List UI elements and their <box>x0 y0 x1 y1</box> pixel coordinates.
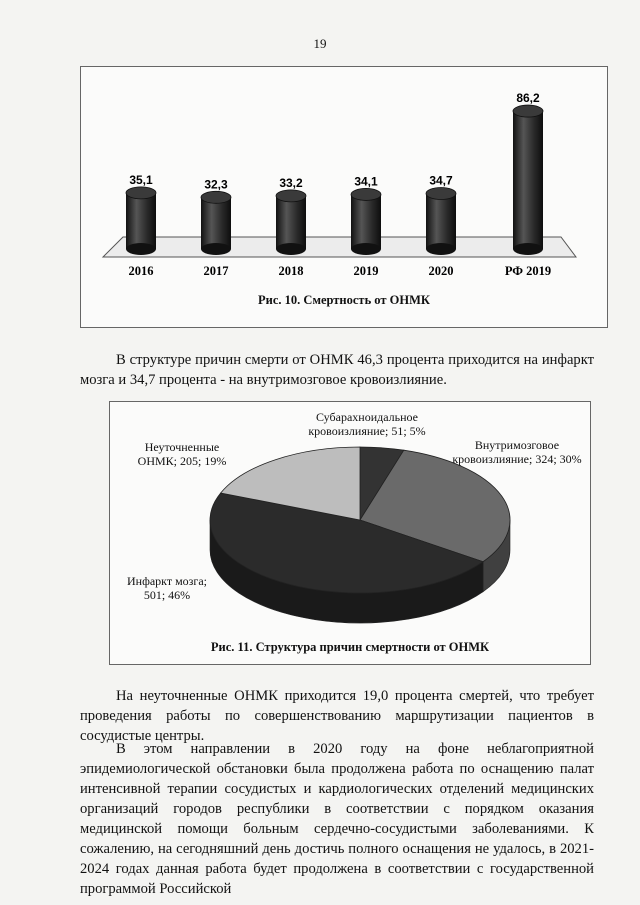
page-number: 19 <box>313 36 327 51</box>
bar-value-label: 33,2 <box>279 175 303 190</box>
bar-base <box>351 243 381 255</box>
bar-value-label: 86,2 <box>516 91 540 106</box>
bar-body <box>351 194 381 249</box>
bar-top <box>126 187 156 199</box>
paragraph-unspecified: На неуточненные ОНМК приходится 19,0 процента смертей, что требует проведения работы по совершенствованию маршрутизации пациентов в сосудистые центры. <box>80 688 594 744</box>
bar-top <box>276 190 306 202</box>
bar-2020 <box>426 173 456 255</box>
bar-top <box>426 187 456 199</box>
paragraph-death-structure: В структуре причин смерти от ОНМК 46,3 процента приходится на инфаркт мозга и 34,7 процента - на внутримозговое кровоизлияние. <box>80 352 594 388</box>
figure-11-caption: Рис. 11. Структура причин смертности от ОНМК <box>210 640 490 654</box>
bar-body <box>513 111 543 249</box>
bar-value-label: 34,1 <box>354 174 378 189</box>
bar-РФ 2019 <box>513 91 543 255</box>
figure-10-caption: Рис. 10. Смертность от ОНМК <box>258 293 430 307</box>
slice-label-infarction: Инфаркт мозга; 501; 46% <box>126 574 208 602</box>
x-tick-label: 2020 <box>428 264 454 278</box>
x-tick-label: 2018 <box>278 264 304 278</box>
bar-base <box>276 243 306 255</box>
bar-2017 <box>201 177 231 255</box>
bar-top <box>351 188 381 200</box>
bar-base <box>426 243 456 255</box>
slice-label-unspecified: Неуточненные ОНМК; 205; 19% <box>137 440 227 468</box>
bar-top <box>201 191 231 203</box>
bar-base <box>126 243 156 255</box>
bar-2018 <box>276 176 306 255</box>
x-tick-label: 2017 <box>203 264 229 278</box>
bar-body <box>426 193 456 249</box>
bar-top <box>513 105 543 117</box>
paragraph-equipment: В этом направлении в 2020 году на фоне неблагоприятной эпидемиологической обстановки была продолжена работа по оснащению палат интенсивной терапии сосудистых и кардиологических отделений медицинских организаций городов республики в соответствии с порядком оказания медицинской помощи больным сердечно-сосудистыми заболеваниями. К сожалению, на сегодняшний день достичь полного оснащения не удалось, в 2021-2024 годах данная работа будет продолжена в соответствии с государственной программой Российской <box>80 741 594 897</box>
bar-value-label: 32,3 <box>204 177 228 192</box>
x-tick-label: 2016 <box>128 264 154 278</box>
bar-body <box>201 197 231 249</box>
figure-mortality-bar-chart <box>80 66 608 328</box>
chart-floor <box>103 237 576 257</box>
bar-value-label: 34,7 <box>429 173 453 188</box>
bar-2019 <box>351 174 381 255</box>
x-tick-label: 2019 <box>353 264 379 278</box>
bar-base <box>513 243 543 255</box>
bar-base <box>201 243 231 255</box>
bar-body <box>276 196 306 249</box>
bar-chart <box>81 67 607 287</box>
x-tick-label: РФ 2019 <box>504 264 552 278</box>
slice-label-intracerebral: Внутримозговое кровоизлияние; 324; 30% <box>452 438 582 466</box>
bar-body <box>126 193 156 249</box>
slice-label-subarachnoid: Субарахноидальное кровоизлияние; 51; 5% <box>308 410 426 438</box>
bar-value-label: 35,1 <box>129 172 153 187</box>
figure-death-causes-pie-chart <box>109 401 591 665</box>
bar-2016 <box>126 173 156 255</box>
